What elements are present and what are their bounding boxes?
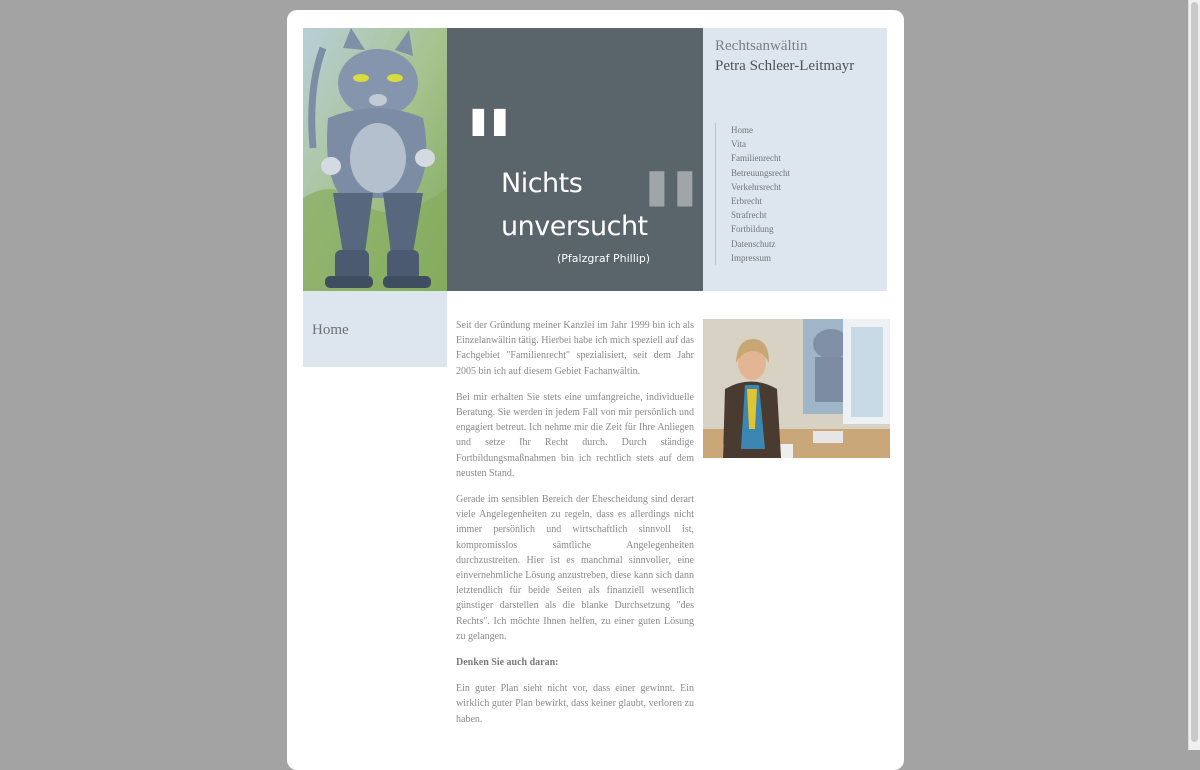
page-container — [287, 10, 904, 770]
vertical-scrollbar[interactable] — [1188, 0, 1200, 750]
content-paragraph: Bei mir erhalten Sie stets eine umfangreiche, individuelle Beratung. Sie werden in jedem Fall von mir persönlich und engagiert betreut. Ich nehme mir die Zeit für Ihre Anliegen und setze Ihr Recht durch. Durch ständige Fortbildungsmaßnahmen bin ich rechtlich stets auf dem neusten Stand. — [456, 391, 694, 479]
content-paragraph — [456, 655, 694, 670]
brand-panel — [703, 28, 887, 291]
nav-item-datenschutz[interactable]: Datenschutz — [731, 238, 776, 249]
nav-item-familienrecht[interactable]: Familienrecht — [731, 153, 781, 164]
motto-banner — [447, 28, 703, 291]
portrait-graphic — [703, 319, 890, 458]
opening-quote-mark: " — [463, 89, 498, 206]
nav-item-betreuungsrecht[interactable]: Betreuungsrecht — [731, 167, 790, 178]
main-content — [456, 318, 694, 738]
emphasis-heading: Denken Sie auch daran: — [456, 657, 559, 669]
nav-item-verkehrsrecht[interactable]: Verkehrsrecht — [731, 181, 781, 192]
nav-item-vita[interactable]: Vita — [731, 139, 746, 150]
nav-item-home[interactable]: Home — [731, 125, 753, 135]
cat-painting-graphic — [303, 28, 447, 291]
nav-item-strafrecht[interactable]: Strafrecht — [731, 210, 767, 221]
content-paragraph: Ein guter Plan sieht nicht vor, dass einer gewinnt. Ein wirklich guter Plan bewirkt, dass keiner glaubt, verloren zu haben. — [456, 683, 694, 725]
nav-item-impressum[interactable]: Impressum — [731, 252, 771, 263]
nav-item-fortbildung[interactable]: Fortbildung — [731, 224, 774, 235]
brand-name: Petra Schleer-Leitmayr — [715, 58, 855, 74]
nav-item-erbrecht[interactable]: Erbrecht — [731, 196, 762, 207]
page-title: Home — [312, 322, 349, 338]
brand-subtitle: Rechtsanwältin — [715, 38, 808, 54]
lawyer-portrait-photo — [703, 319, 890, 458]
cat-painting-image — [303, 28, 447, 291]
page-title-box — [303, 291, 447, 367]
motto-author: (Pfalzgraf Phillip) — [557, 252, 651, 265]
main-navigation — [715, 123, 790, 265]
scrollbar-thumb[interactable] — [1191, 2, 1198, 742]
motto-line-1: Nichts — [501, 168, 583, 199]
content-paragraph: Gerade im sensiblen Bereich der Ehescheidung sind derart viele Angelegenheiten zu regeln, dass es allerdings nicht immer persönlich und wirtschaftlich sinnvoll ist, kompromisslos sämtliche Angelegenheiten durchzustreiten. Hier ist es manchmal sinnvoller, eine einvernehmliche Lösung anzustreben, diese kann sich dann letztendlich für beide Seiten als finanziell wesentlich günstiger darstellen als die blanke Durchsetzung "des Rechts". Ich möchte Ihnen helfen, zu einer guten Lösung zu gelangen. — [456, 494, 694, 642]
content-paragraph: Seit der Gründung meiner Kanzlei im Jahr 1999 bin ich als Einzelanwältin tätig. Hierbei habe ich mich speziell auf das Fachgebiet "Familienrecht" spezialisiert, seit dem Jahr 2005 bin ich auf diesem Gebiet Fachanwältin. — [456, 320, 694, 377]
closing-quote-mark: " — [637, 145, 681, 291]
motto-line-2: unversucht — [501, 211, 648, 242]
